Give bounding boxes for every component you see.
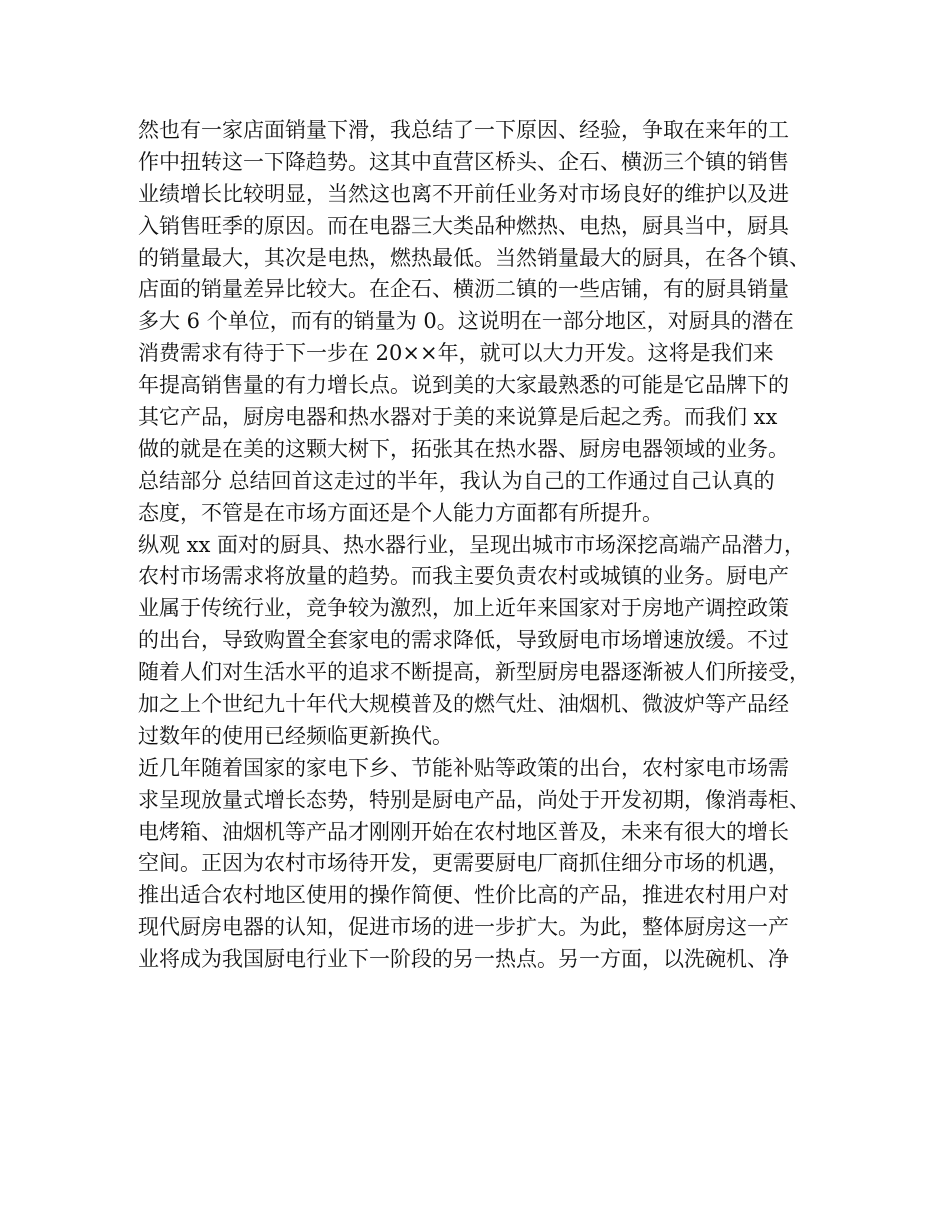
text-line: 的出台，导致购置全套家电的需求降低，导致厨电市场增速放缓。不过 (138, 628, 789, 653)
text-line: 空间。正因为农村市场待开发，更需要厨电厂商抓住细分市场的机遇， (138, 851, 789, 876)
text-line: 消费需求有待于下一步在 20××年，就可以大力开发。这将是我们来 (138, 341, 774, 366)
text-line: 做的就是在美的这颗大树下，拓张其在热水器、厨房电器领域的业务。 (138, 436, 789, 461)
text-line: 业属于传统行业，竞争较为激烈，加上近年来国家对于房地产调控政策 (138, 596, 789, 621)
text-line: 作中扭转这一下降趋势。这其中直营区桥头、企石、横沥三个镇的销售 (138, 149, 789, 174)
text-line: 然也有一家店面销量下滑，我总结了一下原因、经验，争取在来年的工 (138, 118, 789, 142)
text-line: 入销售旺季的原因。而在电器三大类品种燃热、电热，厨具当中，厨具 (138, 213, 789, 238)
text-line: 年提高销售量的有力增长点。说到美的大家最熟悉的可能是它品牌下的 (138, 373, 789, 398)
text-line: 纵观 xx 面对的厨具、热水器行业，呈现出城市市场深挖高端产品潜力， (138, 532, 806, 557)
text-line: 随着人们对生活水平的追求不断提高，新型厨房电器逐渐被人们所接受， (138, 660, 810, 685)
text-line: 推出适合农村地区使用的操作简便、性价比高的产品，推进农村用户对 (138, 883, 789, 908)
text-line: 电烤箱、油烟机等产品才刚刚开始在农村地区普及，未来有很大的增长 (138, 819, 789, 844)
text-line: 多大 6 个单位，而有的销量为 0。这说明在一部分地区，对厨具的潜在 (138, 309, 794, 334)
text-line: 总结部分 总结回首这走过的半年，我认为自己的工作通过自己认真的 (138, 468, 775, 493)
text-line: 农村市场需求将放量的趋势。而我主要负责农村或城镇的业务。厨电产 (138, 564, 789, 589)
text-line: 过数年的使用已经频临更新换代。 (138, 723, 453, 748)
text-line: 加之上个世纪九十年代大规模普及的燃气灶、油烟机、微波炉等产品经 (138, 692, 789, 717)
text-line: 业绩增长比较明显，当然这也离不开前任业务对市场良好的维护以及进 (138, 181, 789, 206)
text-line: 近几年随着国家的家电下乡、节能补贴等政策的出台，农村家电市场需 (138, 755, 789, 780)
text-line: 店面的销量差异比较大。在企石、横沥二镇的一些店铺，有的厨具销量 (138, 277, 789, 302)
text-line: 业将成为我国厨电行业下一阶段的另一热点。另一方面，以洗碗机、净 (138, 947, 789, 972)
text-line: 态度，不管是在市场方面还是个人能力方面都有所提升。 (138, 500, 663, 525)
text-line: 其它产品，厨房电器和热水器对于美的来说算是后起之秀。而我们 xx (138, 405, 778, 430)
text-line: 现代厨房电器的认知，促进市场的进一步扩大。为此，整体厨房这一产 (138, 915, 789, 940)
text-line: 求呈现放量式增长态势，特别是厨电产品，尚处于开发初期，像消毒柜、 (138, 787, 810, 812)
text-line: 的销量最大，其次是电热，燃热最低。当然销量最大的厨具，在各个镇、 (138, 245, 810, 270)
body-text (138, 115, 818, 976)
